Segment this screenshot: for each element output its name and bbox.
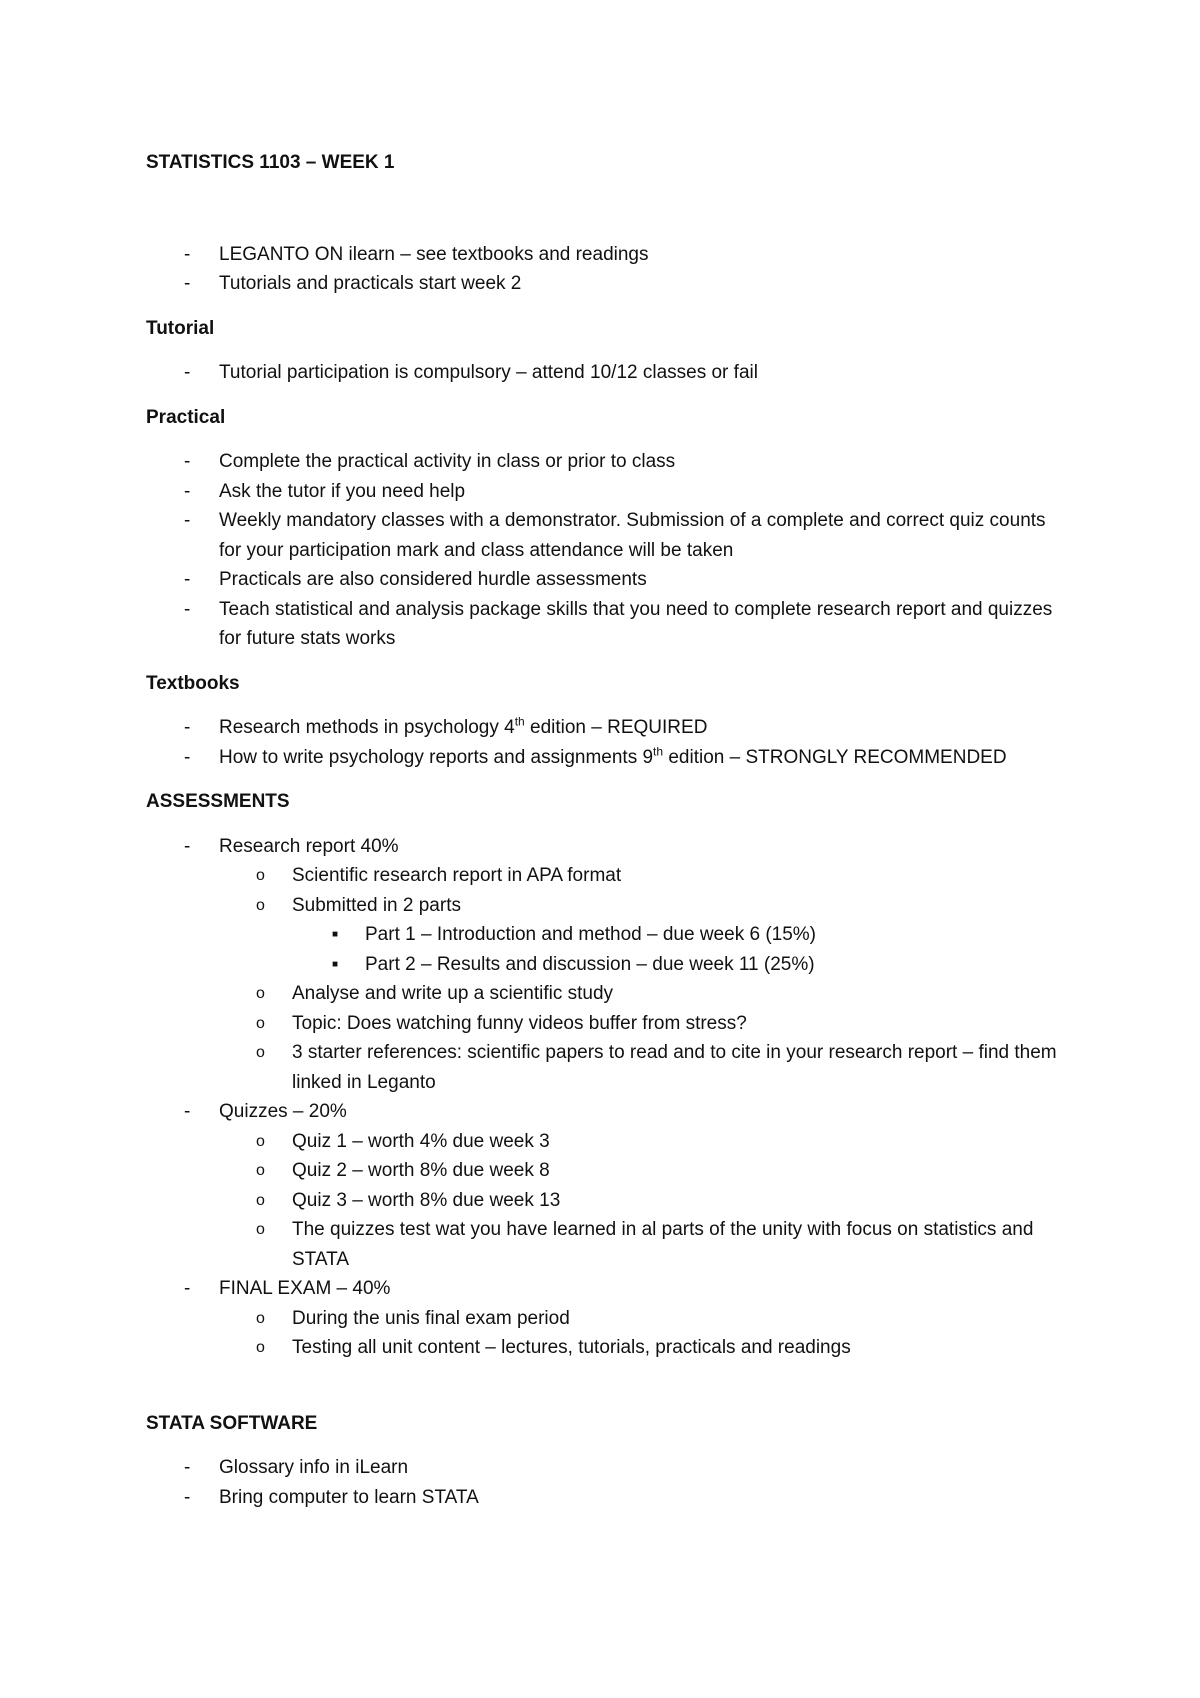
square-bullet-icon: ■ [332, 929, 339, 940]
sub-list-item [146, 1186, 1066, 1216]
list-item-text: Submitted in 2 parts [292, 894, 461, 916]
dash-marker: - [184, 598, 191, 620]
list-item-text: Topic: Does watching funny videos buffer from stress? [292, 1012, 747, 1034]
sub-list-item [146, 1215, 1066, 1274]
list-item-text: Research report 40% [219, 835, 399, 857]
sub-sub-list-item [146, 920, 1066, 950]
sub-list-item [146, 1304, 1066, 1334]
dash-marker: - [184, 569, 191, 590]
textbook-edition-note: edition – REQUIRED [524, 717, 708, 738]
list-item [146, 477, 1066, 507]
dash-marker: - [184, 746, 191, 768]
list-item-text: Tutorials and practicals start week 2 [219, 273, 522, 294]
practical-list [146, 447, 1066, 654]
circle-marker: o [256, 1309, 265, 1327]
sub-list-item [146, 1156, 1066, 1186]
dash-marker: - [184, 362, 191, 383]
list-item [146, 1274, 1066, 1304]
dash-marker: - [184, 1101, 191, 1122]
sub-sub-list-item [146, 950, 1066, 980]
list-item [146, 1453, 1066, 1483]
square-bullet-icon: ■ [332, 958, 339, 970]
textbook-title: Research methods in psychology 4 [219, 717, 515, 738]
list-item [146, 1097, 1066, 1127]
dash-marker: - [184, 243, 191, 265]
list-item [146, 713, 1066, 743]
sub-list-item [146, 979, 1066, 1009]
list-item-text: Part 1 – Introduction and method – due week 6 (15%) [365, 924, 816, 945]
list-item [146, 832, 1066, 862]
circle-marker: o [256, 867, 265, 884]
list-item-text: 3 starter references: scientific papers to read and to cite in your research report – find them linked in Leganto [292, 1042, 1057, 1093]
section-heading-practical: Practical [146, 406, 226, 428]
textbook-title: How to write psychology reports and assignments 9 [219, 746, 654, 768]
circle-marker: o [256, 1162, 265, 1179]
section-heading-textbooks: Textbooks [146, 672, 240, 694]
dash-marker: - [184, 480, 191, 502]
assessments-list [146, 832, 1066, 1363]
section-heading-stata-software: STATA SOFTWARE [146, 1412, 318, 1434]
section-heading-assessments: ASSESSMENTS [146, 791, 290, 812]
list-item-text: LEGANTO ON ilearn – see textbooks and readings [219, 243, 649, 265]
list-item-text: Scientific research report in APA format [292, 865, 622, 886]
list-item [146, 565, 1066, 595]
list-item-text: Quiz 1 – worth 4% due week 3 [292, 1130, 550, 1152]
textbook-edition-note: edition – STRONGLY RECOMMENDED [663, 746, 1007, 768]
circle-marker: o [256, 1191, 265, 1209]
sub-list-item [146, 1038, 1066, 1097]
list-item [146, 269, 1066, 299]
circle-marker: o [256, 1221, 265, 1238]
section-heading-tutorial: Tutorial [146, 317, 215, 339]
list-item-text: Practicals are also considered hurdle assessments [219, 569, 647, 590]
dash-marker: - [184, 451, 191, 472]
ordinal-suffix: th [653, 744, 664, 759]
circle-marker: o [256, 1339, 265, 1356]
circle-marker: o [256, 1132, 265, 1150]
dash-marker: - [184, 1457, 191, 1478]
list-item [146, 506, 1066, 565]
circle-marker: o [256, 1014, 265, 1032]
dash-marker: - [184, 1486, 191, 1508]
textbooks-list [146, 713, 1066, 772]
list-item-text: Part 2 – Results and discussion – due week 11 (25%) [365, 953, 815, 975]
list-item-text: FINAL EXAM – 40% [219, 1278, 391, 1299]
list-item-text: Testing all unit content – lectures, tutorials, practicals and readings [292, 1337, 851, 1358]
dash-marker: - [184, 1278, 191, 1299]
sub-list-item [146, 1127, 1066, 1157]
list-item-text: Bring computer to learn STATA [219, 1486, 479, 1508]
sub-list-item [146, 861, 1066, 891]
list-item [146, 240, 1066, 270]
sub-list-item [146, 1333, 1066, 1363]
dash-marker: - [184, 510, 191, 531]
circle-marker: o [256, 896, 265, 914]
list-item-text: During the unis final exam period [292, 1307, 570, 1329]
circle-marker: o [256, 985, 265, 1002]
list-item [146, 595, 1066, 654]
stata-list [146, 1453, 1066, 1512]
document-body [146, 148, 1066, 1527]
dash-marker: - [184, 717, 191, 738]
list-item-text: Quiz 2 – worth 8% due week 8 [292, 1160, 550, 1181]
list-item [146, 447, 1066, 477]
ordinal-suffix: th [514, 714, 525, 729]
list-item-text: Complete the practical activity in class or prior to class [219, 451, 676, 472]
list-item-text: Ask the tutor if you need help [219, 480, 466, 502]
list-item-text: Quizzes – 20% [219, 1101, 347, 1122]
page-title: STATISTICS 1103 – WEEK 1 [146, 152, 395, 173]
list-item-text: Teach statistical and analysis package skills that you need to complete research report and quizzes for future stats works [219, 598, 1053, 649]
list-item [146, 743, 1066, 773]
list-item-text: Weekly mandatory classes with a demonstrator. Submission of a complete and correct quiz counts for your participation mark and class attendance will be taken [219, 510, 1046, 561]
dash-marker: - [184, 273, 191, 294]
sub-list-item [146, 1009, 1066, 1039]
list-item-text: Tutorial participation is compulsory – attend 10/12 classes or fail [219, 362, 758, 383]
intro-list [146, 240, 1066, 299]
dash-marker: - [184, 835, 191, 857]
list-item [146, 358, 1066, 388]
list-item-text: Glossary info in iLearn [219, 1457, 409, 1478]
list-item [146, 1483, 1066, 1513]
list-item-text: Quiz 3 – worth 8% due week 13 [292, 1189, 561, 1211]
tutorial-list [146, 358, 1066, 388]
sub-list-item [146, 891, 1066, 921]
list-item-text: The quizzes test wat you have learned in al parts of the unity with focus on statistics and STATA [292, 1219, 1034, 1270]
list-item-text: Analyse and write up a scientific study [292, 983, 614, 1004]
circle-marker: o [256, 1044, 265, 1061]
